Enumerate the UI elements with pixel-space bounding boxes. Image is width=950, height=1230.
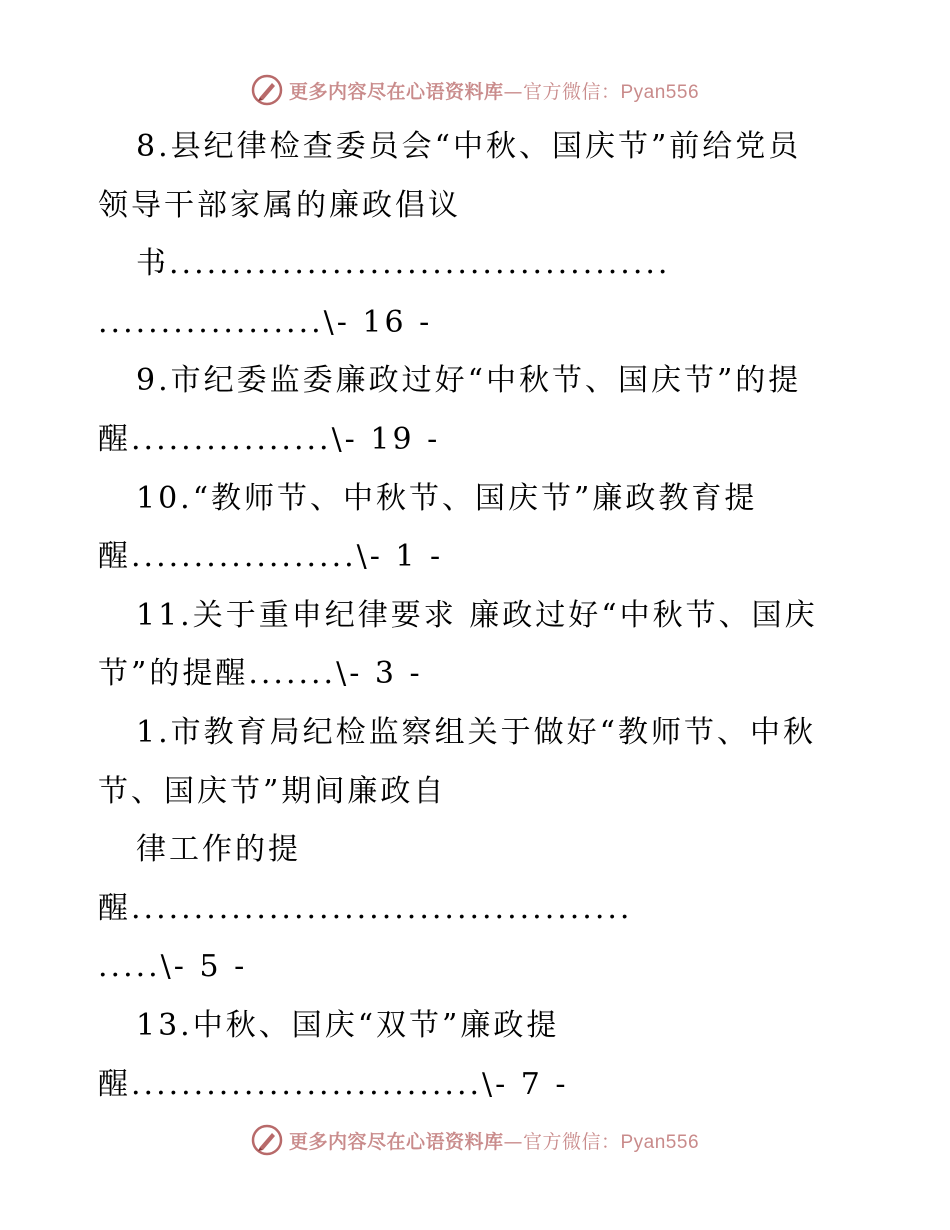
watermark-site-name: 更多内容尽在心语资料库 bbox=[288, 80, 504, 103]
toc-entry-text: 13.中秋、国庆“双节”廉政提 bbox=[136, 1007, 560, 1043]
watermark-separator: — bbox=[503, 1130, 523, 1153]
watermark-wechat-label: 官方微信： bbox=[522, 80, 621, 103]
watermark-wechat-id: Pyan556 bbox=[620, 81, 700, 103]
toc-entry-leader: 醒........................................ bbox=[98, 890, 633, 926]
toc-entry-page: 醒..................\- 1 - bbox=[98, 539, 444, 575]
toc-entry-13[interactable] bbox=[98, 997, 858, 1114]
toc-entry-page: ..................\- 16 - bbox=[98, 304, 433, 340]
toc-entry-9[interactable] bbox=[98, 352, 858, 469]
toc-entry-10[interactable] bbox=[98, 470, 858, 587]
toc-entry-page: 醒............................\- 7 - bbox=[98, 1066, 569, 1102]
toc-entry-text: 律工作的提 bbox=[136, 832, 301, 868]
toc-entry-1[interactable] bbox=[98, 704, 858, 997]
toc-entry-text: 9.市纪委监委廉政过好“中秋节、国庆节”的提 bbox=[136, 363, 802, 399]
watermark-wechat-id: Pyan556 bbox=[620, 1131, 700, 1153]
watermark-text bbox=[289, 1127, 699, 1154]
toc-entry-text: 10.“教师节、中秋节、国庆节”廉政教育提 bbox=[136, 480, 758, 516]
toc-entry-text: 11.关于重申纪律要求 廉政过好“中秋节、国庆 bbox=[136, 597, 818, 633]
toc-entry-leader: 书........................................ bbox=[136, 246, 671, 282]
toc-entry-page: .....\- 5 - bbox=[98, 949, 248, 985]
toc-entry-text: 8.县纪律检查委员会“中秋、国庆节”前给党员 bbox=[136, 129, 802, 164]
toc-entry-11[interactable] bbox=[98, 587, 858, 704]
footer-watermark bbox=[0, 1120, 950, 1160]
toc-entry-page: 醒................\- 19 - bbox=[98, 421, 441, 457]
toc-entry-text: 1.市教育局纪检监察组关于做好“教师节、中秋 bbox=[136, 714, 816, 750]
watermark-wechat-label: 官方微信： bbox=[522, 1130, 621, 1153]
toc-entry-text: 节、国庆节”期间廉政自 bbox=[98, 773, 447, 809]
watermark-separator: — bbox=[503, 80, 523, 103]
toc-entry-page: 节”的提醒.......\- 3 - bbox=[98, 656, 423, 692]
table-of-contents bbox=[98, 118, 858, 1114]
pen-logo-icon bbox=[251, 1124, 283, 1156]
header-watermark bbox=[0, 70, 950, 110]
watermark-text bbox=[289, 77, 699, 104]
toc-entry-8[interactable] bbox=[98, 118, 858, 352]
pen-logo-icon bbox=[251, 74, 283, 106]
toc-entry-text: 领导干部家属的廉政倡议 bbox=[98, 187, 461, 223]
watermark-site-name: 更多内容尽在心语资料库 bbox=[288, 1130, 504, 1153]
